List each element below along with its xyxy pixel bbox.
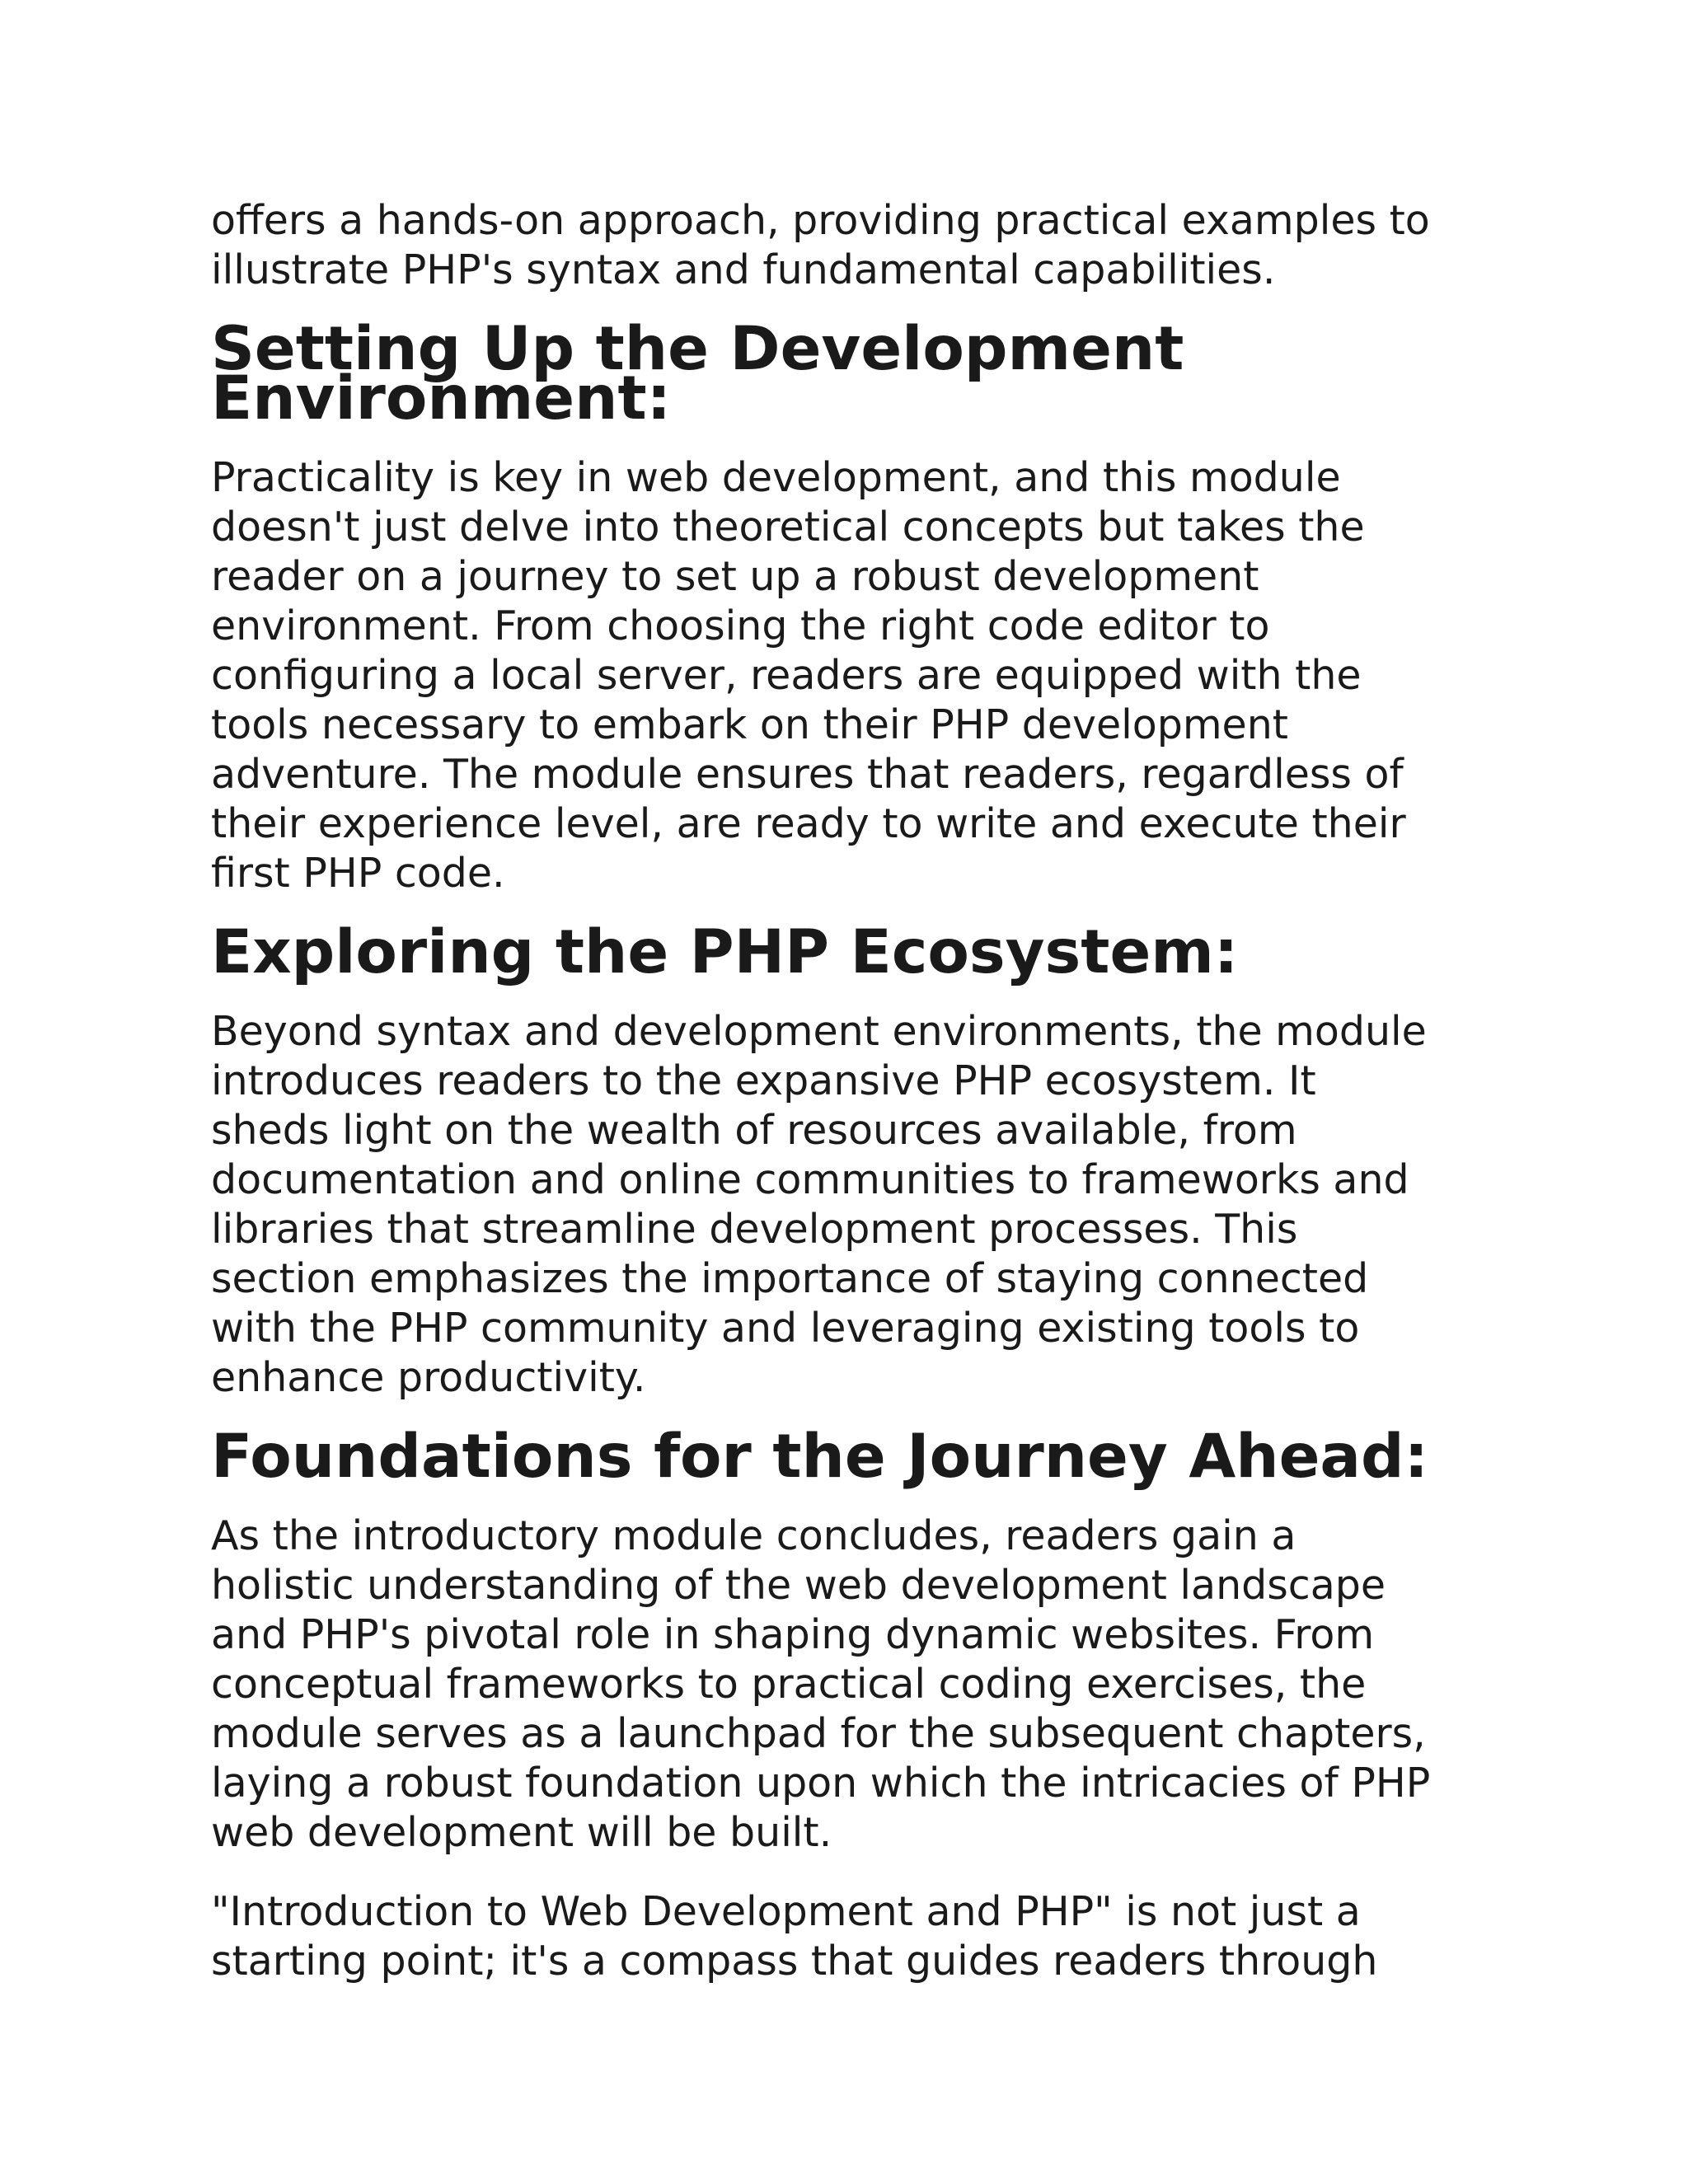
document-page bbox=[211, 196, 1497, 2016]
paragraph-setting-up-environment: Practicality is key in web development, and this module doesn't just delve into theoretical concepts but takes the reader on a journey to set up a robust development environment. From choosing the right code editor to configuring a local server, readers are equipped with the tools necessary to embark on their PHP development adventure. The module ensures that readers, regardless of their experience level, are ready to write and execute their first PHP code. bbox=[211, 454, 1406, 897]
heading-foundations: Foundations for the Journey Ahead: bbox=[211, 1422, 1429, 1492]
heading-setting-up-environment: Setting Up the Development Environment: bbox=[211, 314, 1184, 434]
paragraph-closing: "Introduction to Web Development and PHP" is not just a starting point; it's a compass that guides readers through bbox=[211, 1888, 1378, 1985]
heading-php-ecosystem: Exploring the PHP Ecosystem: bbox=[211, 917, 1239, 987]
paragraph-php-ecosystem: Beyond syntax and development environments, the module introduces readers to the expansive PHP ecosystem. It sheds light on the wealth of resources available, from documentation and online communities to frameworks and libraries that streamline development processes. This section emphasizes the importance of staying connected with the PHP community and leveraging existing tools to enhance productivity. bbox=[211, 1008, 1427, 1401]
paragraph-intro-continuation: offers a hands-on approach, providing practical examples to illustrate PHP's syntax and fundamental capabilities. bbox=[211, 197, 1430, 293]
paragraph-foundations: As the introductory module concludes, readers gain a holistic understanding of the web development landscape and PHP's pivotal role in shaping dynamic websites. From conceptual frameworks to practical coding exercises, the module serves as a launchpad for the subsequent chapters, laying a robust foundation upon which the intricacies of PHP web development will be built. bbox=[211, 1512, 1431, 1856]
